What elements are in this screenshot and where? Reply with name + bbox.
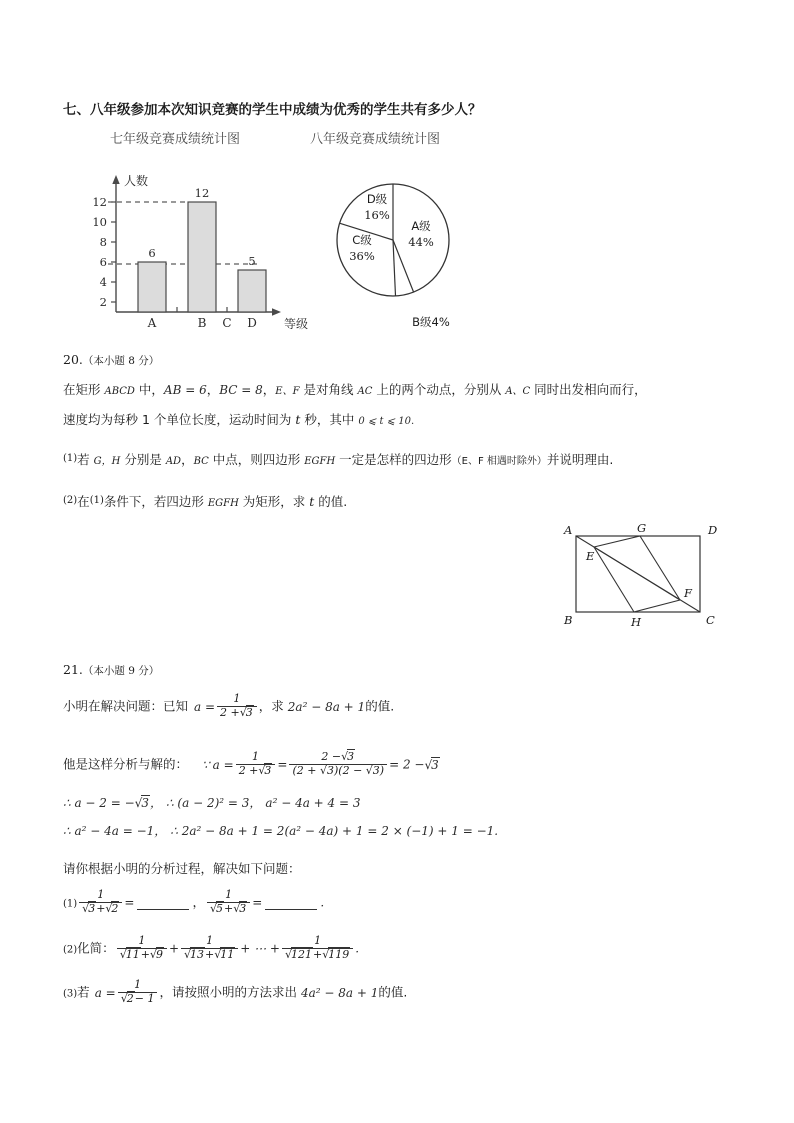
p21-q3-c: 的值.	[378, 984, 408, 1000]
p21-step1-eq2: = 2 −	[389, 757, 425, 772]
problem-20-sub-2	[63, 494, 347, 511]
problem-21-intro	[63, 694, 394, 720]
p21-q1-f1-den-plus: +	[96, 901, 106, 915]
p21-q1-f1-den-r1: 3	[88, 901, 96, 915]
x-axis-title: 等级	[284, 317, 309, 331]
p20-s2-d: 的值.	[314, 494, 348, 509]
p21-q3-den-rest: − 1	[134, 991, 155, 1005]
x-tick-labels	[147, 316, 257, 330]
p20-s1-paren: （E、F 相遇时除外）	[451, 456, 547, 467]
p21-intro-den-rad: 3	[245, 705, 253, 719]
problem-20-score: （本小题 8 分）	[82, 355, 160, 367]
label-F: F	[684, 586, 692, 600]
problem-21-step-2	[63, 795, 361, 811]
pie-chart-svg	[315, 172, 500, 337]
pie-label-B: B级4%	[412, 315, 450, 329]
p20-s1-d: 中点，则四边形	[208, 452, 305, 467]
problem-21-header	[63, 662, 159, 679]
p20-s2-c: 为矩形，求	[238, 494, 310, 509]
p21-q2-term1	[117, 935, 167, 961]
p20-s1-c: ，	[181, 452, 194, 467]
p21-intro-a: 小明在解决问题：已知	[63, 698, 189, 714]
p21-q1-frac2	[207, 889, 250, 915]
p20-l2-t: t	[295, 412, 301, 427]
p21-step2-c: ∴ (a − 2)² = 3	[165, 796, 250, 810]
grade8-pie-chart	[315, 172, 500, 337]
sqrt-icon: √3	[258, 763, 272, 777]
p20-l2-a: 速度均为每秒 1 个单位长度，运动时间为	[63, 412, 296, 427]
sqrt-icon: √2	[105, 901, 119, 915]
pie-label-D-value: 16%	[364, 208, 390, 222]
segment-fh	[634, 600, 680, 612]
p21-intro-num: 1	[217, 693, 257, 707]
rectangle-abcd-figure	[558, 520, 718, 635]
sqrt-icon: √3	[233, 901, 247, 915]
label-A: A	[564, 523, 573, 537]
p21-intro-den	[217, 707, 257, 720]
p21-intro-expr: 2a² − 8a + 1	[287, 699, 366, 714]
p21-step1-f2-num-a: 2 −	[321, 750, 342, 763]
bar-value-D: 5	[248, 254, 256, 268]
p21-intro-c: 的值.	[365, 698, 395, 714]
p21-q3-den-rad: 2	[126, 991, 134, 1005]
p21-step3-c: ∴ 2a² − 8a + 1 = 2(a² − 4a) + 1 = 2 × (−1) + 1 = −1.	[170, 824, 499, 838]
p21-q2-t1-num: 1	[117, 935, 167, 949]
y-tick-label-12: 12	[92, 195, 107, 209]
p21-q2-t1-den-r2: 9	[155, 947, 163, 961]
p20-l1-a: 在矩形	[63, 382, 105, 397]
p21-step2-e: a² − 4a + 4 = 3	[265, 796, 361, 810]
p20-l1-abcd: ABCD	[104, 386, 135, 397]
p20-l1-ab: AB = 6	[163, 383, 207, 397]
p21-q3-b: ，请按照小明的方法求出	[159, 984, 297, 1000]
p21-q2-t3-den-r2: 119	[328, 947, 350, 961]
problem-21-step-3	[63, 823, 498, 839]
p21-step2-b: ，	[149, 796, 162, 810]
pie-label-C-name: C级	[352, 233, 372, 247]
p21-q2-t1-den-plus: +	[140, 947, 150, 961]
p21-q2-dots: + ⋯ +	[240, 941, 280, 956]
p21-q3-expr: 4a² − 8a + 1	[300, 985, 379, 1000]
p21-q2-term2	[181, 935, 238, 961]
grade7-bar-chart	[78, 160, 313, 335]
p20-s1-ad: AD	[165, 456, 182, 467]
p21-q1-f1-num: 1	[79, 889, 122, 903]
p21-q1-eq2: =	[252, 895, 263, 910]
p21-step1-f2-num-rad: 3	[347, 750, 355, 763]
p21-q2-t3-den-plus: +	[313, 947, 323, 961]
p20-l1-b: 中，	[134, 382, 164, 397]
p21-q2-t2-den	[181, 949, 238, 962]
p21-analysis-label: 他是这样分析与解的：	[63, 756, 189, 772]
p20-s1-mark: (1)	[63, 453, 78, 464]
sqrt-icon: √9	[149, 947, 163, 961]
problem-20-line-1	[63, 382, 647, 399]
sqrt-icon: √119	[322, 947, 350, 961]
p20-l1-c: ，	[206, 382, 220, 397]
y-ticks	[111, 202, 116, 302]
p21-q2-term3	[282, 935, 353, 961]
p20-s2-t: t	[309, 494, 315, 509]
p20-s2-ref: (1)	[89, 495, 104, 506]
label-G: G	[637, 521, 647, 535]
sqrt-icon: √3	[424, 757, 439, 772]
p21-step1-f1-num: 1	[236, 751, 276, 765]
segment-gf	[640, 536, 680, 600]
p21-q1-comma: ，	[192, 894, 205, 910]
y-axis-arrow	[112, 175, 119, 184]
p20-s1-a: 若	[77, 452, 94, 467]
pie-chart-title: 八年级竞赛成绩统计图	[310, 132, 441, 147]
x-tick-label-B: B	[197, 316, 207, 330]
p21-intro-aeq: a =	[194, 699, 216, 714]
p20-l1-bc: BC = 8	[219, 383, 263, 397]
p20-s2-mark: (2)	[63, 495, 78, 506]
p21-q1-period: .	[320, 895, 325, 910]
y-axis-title: 人数	[124, 174, 149, 188]
p20-s1-bc: BC	[193, 456, 209, 467]
p21-step1-f1-den-a: 2 +	[238, 763, 259, 777]
p21-q1-f2-den-r2: 3	[239, 901, 247, 915]
segment-eg	[594, 536, 640, 547]
p21-q2-t3-den	[282, 949, 353, 962]
p21-q3-mark: (3)	[63, 988, 78, 1000]
p20-s1-egfh: EGFH	[304, 456, 336, 467]
p21-step1-because: ∵	[202, 757, 210, 772]
y-tick-labels	[92, 195, 107, 309]
p20-s2-b: 条件下，若四边形	[103, 494, 208, 509]
answer-blank-1[interactable]	[137, 898, 189, 910]
p21-step1-f2-num	[289, 751, 387, 765]
label-H: H	[631, 615, 642, 629]
p21-q1-f2-den-r1: 5	[216, 901, 224, 915]
p21-step3-a: ∴ a² − 4a = −1	[63, 824, 155, 838]
p20-l1-ac: AC	[357, 386, 373, 397]
p20-l1-f: 上的两个动点，分别从	[372, 382, 506, 397]
p21-q3-den	[118, 993, 158, 1006]
problem-20-number: 20.	[63, 352, 83, 367]
problem-21-q1	[63, 890, 324, 916]
problem-20-figure	[558, 520, 718, 635]
p21-step1-f2-den: (2 + √3)(2 − √3)	[292, 763, 385, 777]
p21-step2-a: ∴ a − 2 = −	[63, 796, 135, 810]
p21-q1-f1-den-r2: 2	[111, 901, 119, 915]
problem-21-q2	[63, 936, 359, 962]
segment-ef	[594, 547, 680, 600]
p20-l1-g: 同时出发相向而行，	[530, 382, 647, 397]
p21-q2-mark: (2)	[63, 944, 78, 956]
p21-q2-t3-num: 1	[282, 935, 353, 949]
p20-s1-gh: G，H	[93, 456, 121, 467]
y-tick-label-4: 4	[99, 275, 107, 289]
sqrt-icon: √2	[120, 991, 134, 1005]
p20-l1-a-c: A、C	[505, 386, 531, 397]
problem-21-ask: 请你根据小明的分析过程，解决如下问题：	[63, 861, 301, 876]
pie-label-C-value: 36%	[349, 249, 375, 263]
x-tick-label-A: A	[147, 316, 157, 330]
label-C: C	[706, 613, 715, 627]
sqrt-icon: √3	[341, 750, 355, 763]
p21-q1-f2-den-plus: +	[224, 901, 234, 915]
bar-value-B: 12	[194, 186, 210, 200]
sqrt-icon: √3	[239, 705, 253, 719]
p21-step1-result-rad: 3	[431, 757, 439, 772]
p20-l1-ef: E、F	[275, 386, 300, 397]
p21-step1-aeq: a =	[212, 757, 234, 772]
bar-B	[188, 202, 216, 312]
p21-q2-t3-den-r1: 121	[291, 947, 313, 961]
p21-q2-t2-den-r1: 13	[190, 947, 205, 961]
p20-s1-b: 分别是	[120, 452, 166, 467]
p21-q2-label: 化简：	[77, 940, 115, 956]
problem-20-sub-1	[63, 452, 613, 469]
p21-step1-f1-den	[236, 765, 276, 778]
label-D: D	[708, 523, 718, 537]
label-E: E	[586, 549, 595, 563]
label-B: B	[564, 613, 573, 627]
p21-intro-fraction	[217, 693, 257, 719]
p21-q1-eq1: =	[124, 895, 135, 910]
problem-21-q3	[63, 980, 407, 1006]
p20-s2-a: 在	[77, 494, 90, 509]
p20-s1-f: 并说明理由.	[546, 452, 614, 467]
p21-q3-num: 1	[118, 979, 158, 993]
pie-label-A-name: A级	[411, 219, 431, 233]
p21-step1-f1-den-rad: 3	[264, 763, 272, 777]
y-tick-label-8: 8	[99, 235, 107, 249]
x-tick-label-C: C	[222, 316, 232, 330]
pie-label-A-value: 44%	[408, 235, 434, 249]
y-tick-label-2: 2	[99, 295, 107, 309]
p21-q3-a: 若	[77, 984, 90, 1000]
p21-q2-period: .	[355, 941, 360, 956]
bar-chart-title: 七年级竞赛成绩统计图	[110, 132, 241, 147]
x-tick-label-D: D	[247, 316, 257, 330]
p21-q1-mark: (1)	[63, 898, 78, 910]
p20-l2-b: 秒，其中	[300, 412, 359, 427]
bar-D	[238, 270, 266, 312]
problem-20-line-2	[63, 412, 414, 429]
p20-l2-range: 0 ⩽ t ⩽ 10.	[358, 416, 415, 427]
p21-step2-d: ，	[249, 796, 262, 810]
p21-q2-plus1: +	[168, 941, 179, 956]
y-tick-label-6: 6	[99, 255, 107, 269]
p21-step1-frac2	[289, 751, 387, 777]
pie-label-D-name: D级	[366, 192, 388, 206]
sqrt-icon: √11	[119, 947, 140, 961]
p21-q1-frac1	[79, 889, 122, 915]
sqrt-icon: √5	[210, 901, 224, 915]
sqrt-icon: √121	[285, 947, 313, 961]
p21-q1-f2-den	[207, 903, 250, 916]
sqrt-icon: √11	[214, 947, 235, 961]
answer-blank-2[interactable]	[265, 898, 317, 910]
problem-20-header	[63, 352, 159, 369]
problem-21-number: 21.	[63, 662, 83, 677]
p20-l1-d: ，	[262, 382, 276, 397]
p21-step1-eq1: =	[277, 757, 288, 772]
p21-q2-t2-den-plus: +	[205, 947, 215, 961]
p20-l1-e: 是对角线	[299, 382, 358, 397]
bar-chart-svg	[78, 160, 313, 335]
p21-intro-b: ，求	[258, 698, 284, 714]
p21-q3-eq: a =	[94, 985, 116, 1000]
p21-intro-den-a: 2 +	[220, 705, 240, 719]
p21-step3-b: ，	[154, 824, 167, 838]
p21-step2-rad: 3	[141, 796, 149, 810]
y-tick-label-10: 10	[92, 215, 107, 229]
bar-A	[138, 262, 166, 312]
sqrt-icon: √3	[134, 796, 149, 810]
x-axis-arrow	[272, 308, 281, 315]
problem-21-analysis-line	[63, 752, 440, 778]
p21-q1-f1-den	[79, 903, 122, 916]
p21-q3-frac	[118, 979, 158, 1005]
p21-step1-frac1	[236, 751, 276, 777]
p20-s1-e: 一定是怎样的四边形	[335, 452, 452, 467]
p21-q2-t1-den	[117, 949, 167, 962]
p21-q2-t2-num: 1	[181, 935, 238, 949]
question-7-prompt: 七、八年级参加本次知识竞赛的学生中成绩为优秀的学生共有多少人？	[63, 102, 482, 118]
segment-he	[594, 547, 634, 612]
sqrt-icon: √3	[82, 901, 96, 915]
sqrt-icon: √13	[184, 947, 205, 961]
problem-21-score: （本小题 9 分）	[82, 665, 160, 677]
p21-q1-f2-num: 1	[207, 889, 250, 903]
bar-value-A: 6	[148, 246, 156, 260]
p21-q2-t2-den-r2: 11	[220, 947, 235, 961]
p21-q2-t1-den-r1: 11	[125, 947, 140, 961]
p20-s2-egfh: EGFH	[207, 498, 239, 509]
